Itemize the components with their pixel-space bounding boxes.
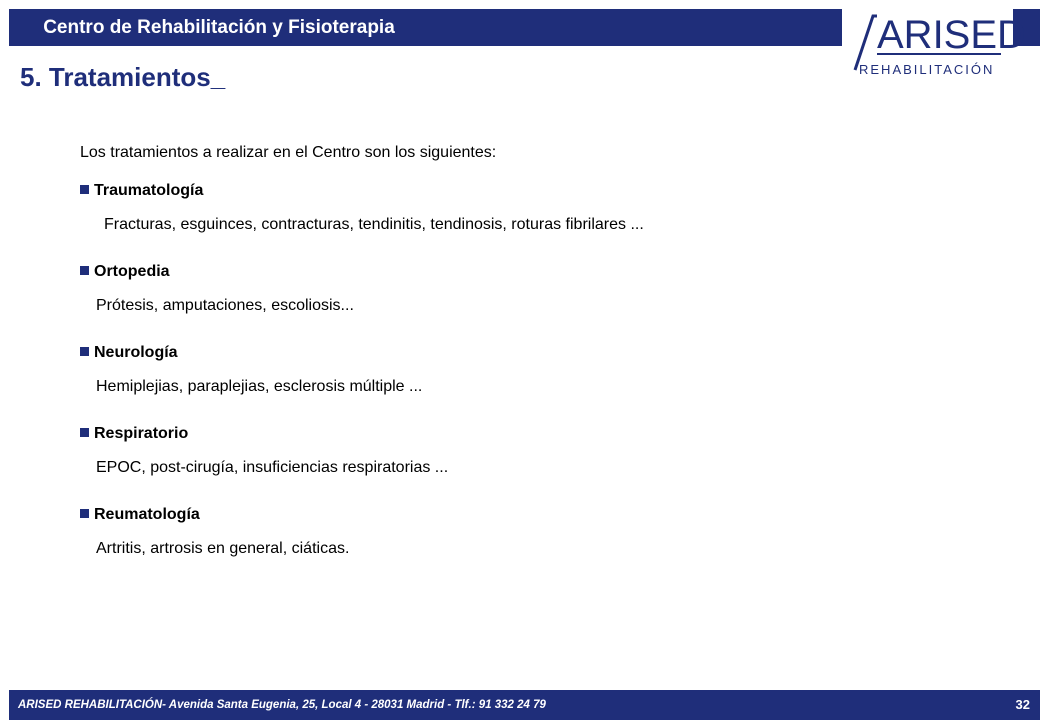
section-heading: Ortopedia (94, 263, 170, 280)
section-neurologia (80, 344, 423, 395)
section-heading: Neurología (94, 344, 178, 361)
square-bullet-icon (80, 185, 89, 194)
section-heading: Traumatología (94, 182, 204, 199)
section-description: Artritis, artrosis en general, ciáticas. (96, 540, 350, 557)
footer-address: ARISED REHABILITACIÓN- Avenida Santa Eugenia, 25, Local 4 - 28031 Madrid - Tlf.: 91 332 24 79 (18, 699, 546, 711)
page-title: 5. Tratamientos_ (20, 62, 226, 92)
intro-text: Los tratamientos a realizar en el Centro son los siguientes: (80, 144, 497, 161)
section-reumatologia (80, 506, 350, 557)
section-respiratorio (80, 425, 449, 476)
footer-bar (9, 690, 1040, 720)
section-heading: Reumatología (94, 506, 200, 523)
logo-sub-text: REHABILITACIÓN (859, 62, 995, 77)
section-description: Prótesis, amputaciones, escoliosis... (96, 297, 354, 314)
section-description: Fracturas, esguinces, contracturas, tendinitis, tendinosis, roturas fibrilares ... (104, 216, 644, 233)
section-description: EPOC, post-cirugía, insuficiencias respiratorias ... (96, 459, 449, 476)
square-bullet-icon (80, 347, 89, 356)
logo-main-text: ARISED (877, 13, 1026, 57)
arised-logo (851, 8, 1026, 80)
page-number: 32 (1015, 697, 1030, 712)
square-bullet-icon (80, 266, 89, 275)
square-bullet-icon (80, 509, 89, 518)
section-traumatologia (80, 182, 644, 233)
section-ortopedia (80, 263, 354, 314)
section-heading: Respiratorio (94, 425, 189, 442)
header-bar (9, 9, 842, 46)
header-title: Centro de Rehabilitación y Fisioterapia (43, 17, 395, 38)
square-bullet-icon (80, 428, 89, 437)
section-description: Hemiplejias, paraplejias, esclerosis múltiple ... (96, 378, 423, 395)
